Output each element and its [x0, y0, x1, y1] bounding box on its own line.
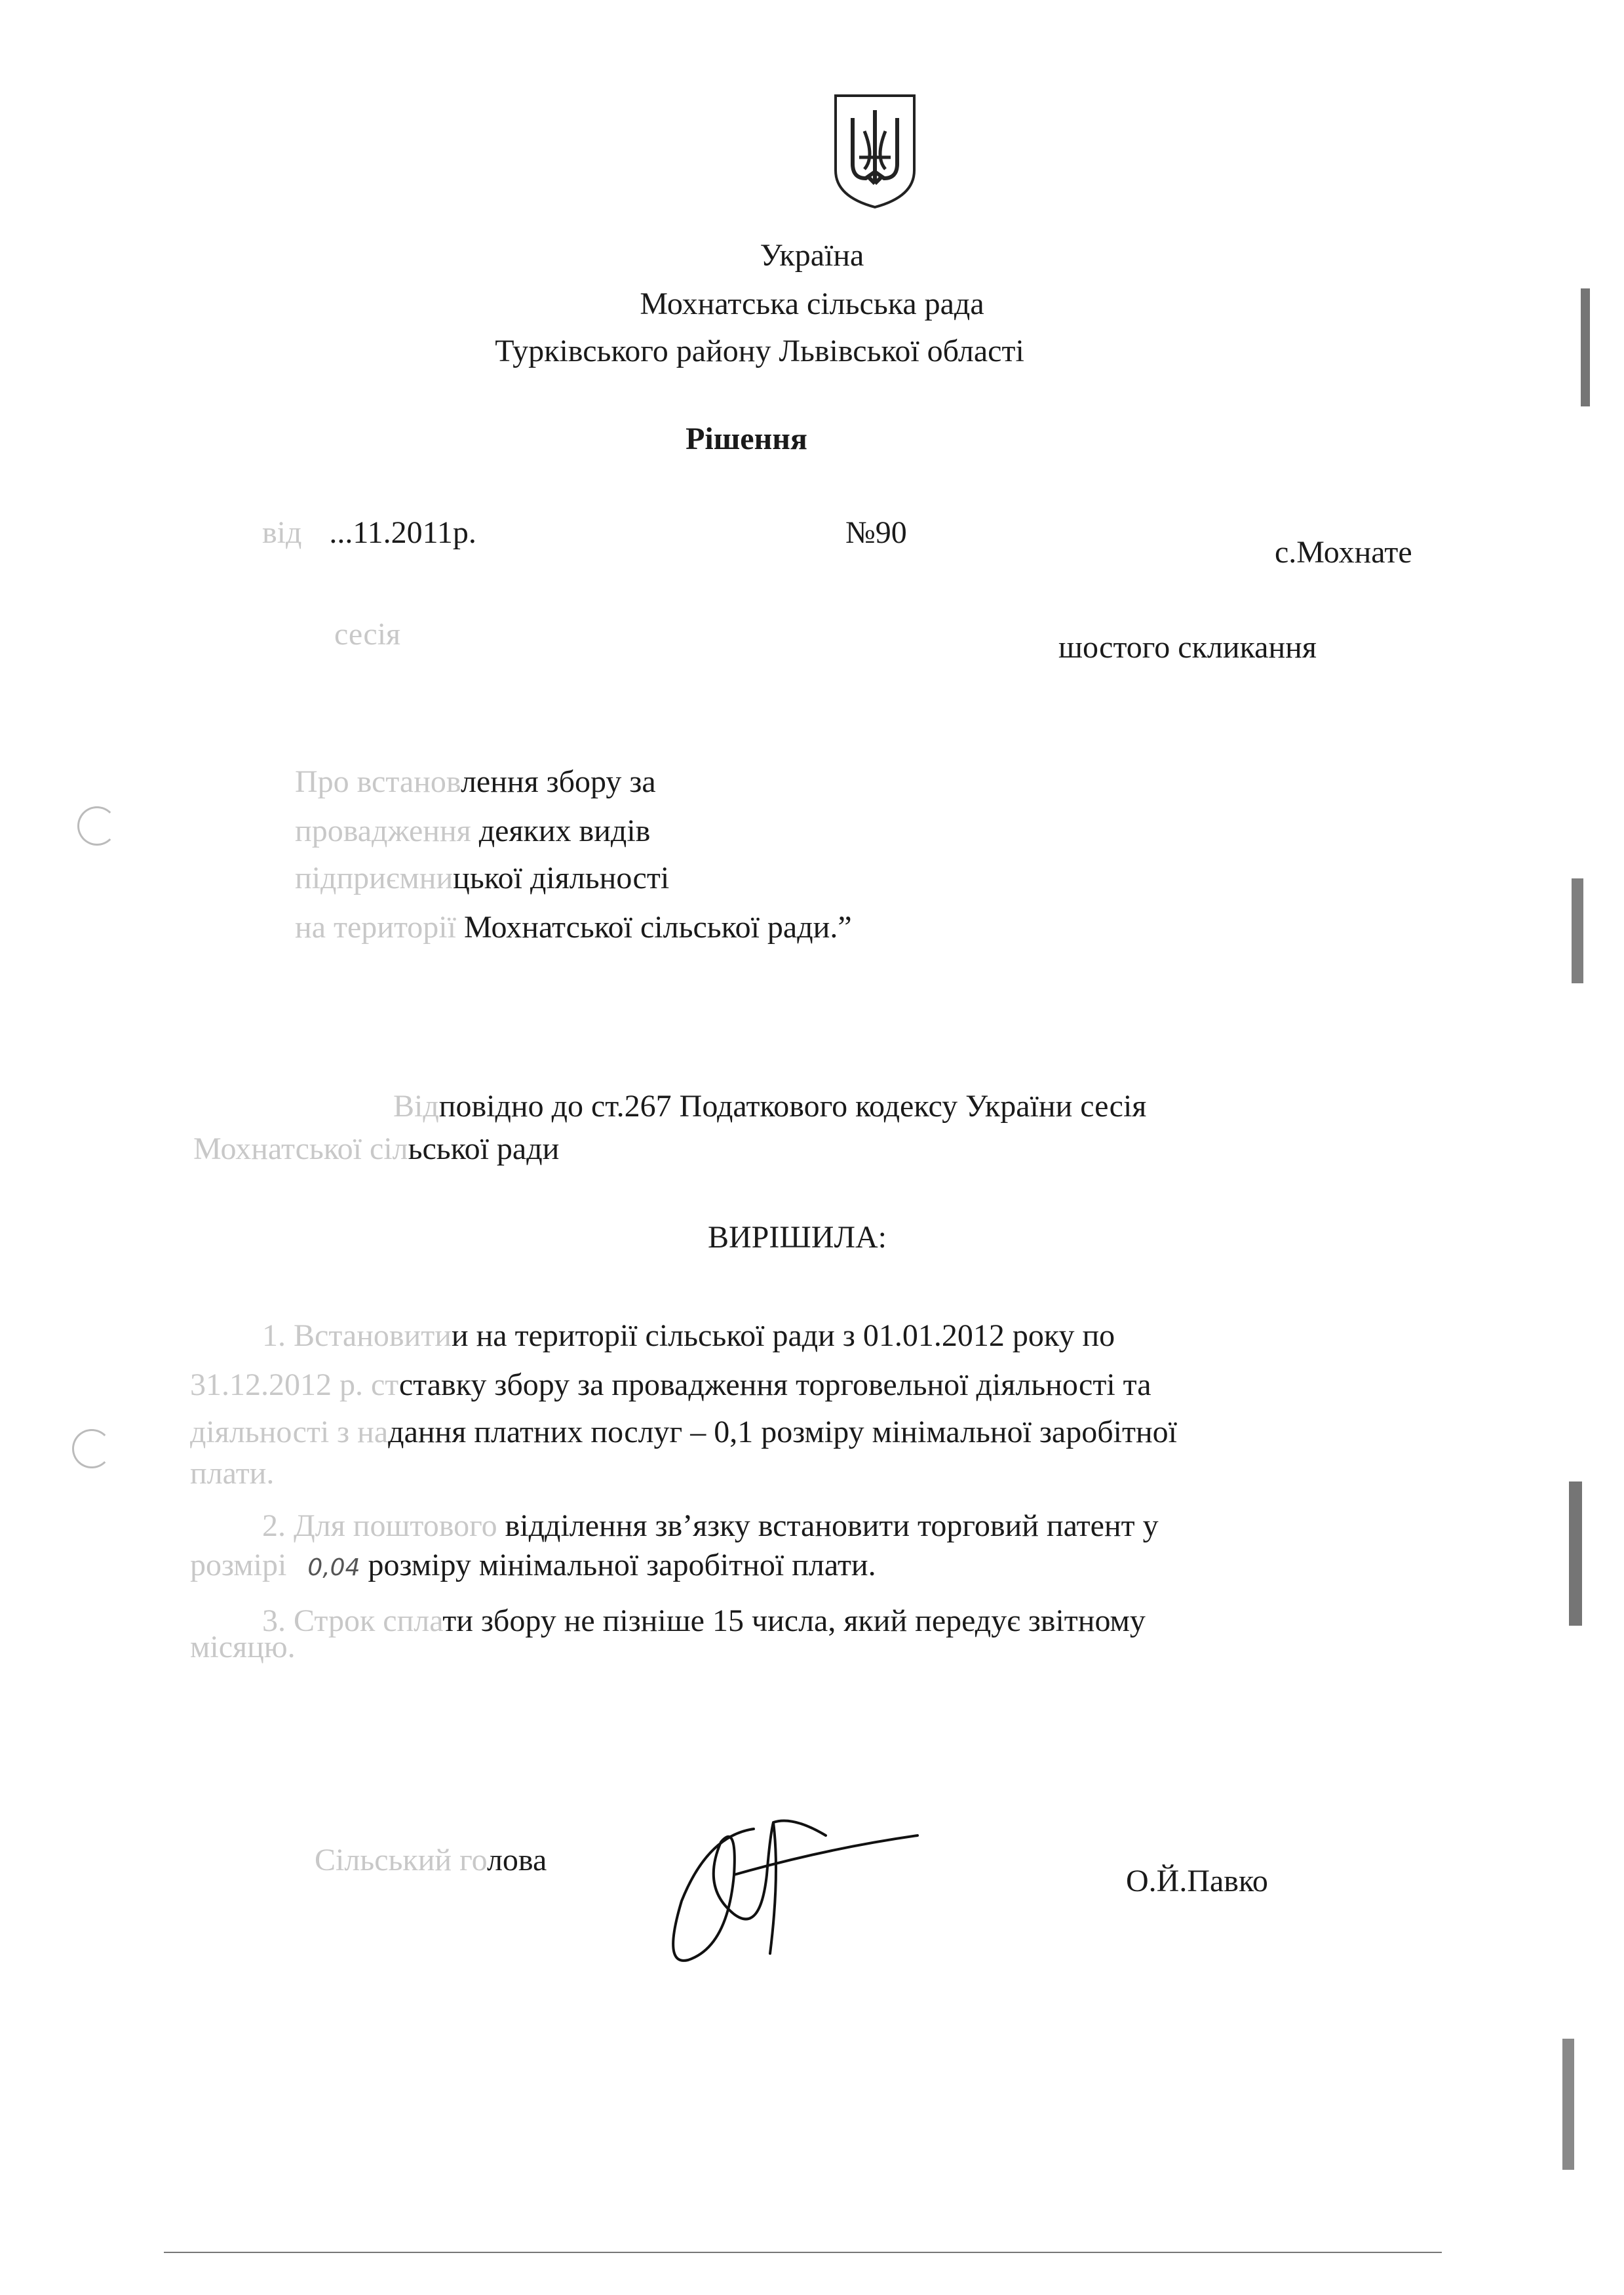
title-line-3: підприємницької діяльності	[295, 861, 670, 895]
village-name: с.Мохнате	[1275, 535, 1412, 570]
date-line	[262, 515, 476, 551]
convocation-label: шостого скликання	[1058, 630, 1317, 665]
document-type: Рішення	[686, 422, 807, 456]
decision-number: №90	[845, 515, 907, 550]
title-line-1: Про встановлення збору за	[295, 764, 656, 799]
signatory-role: Сільський голова	[315, 1843, 547, 1877]
punch-hole-mark	[77, 806, 117, 846]
scan-edge-mark	[1572, 878, 1583, 983]
item-3-line-1: 3. Строк сплати збору не пізніше 15 числа, який передує звітному	[262, 1603, 1146, 1638]
council-name: Мохнатська сільська рада	[640, 286, 984, 321]
punch-hole-mark	[72, 1429, 111, 1468]
item-2-line-1: 2. Для поштового відділення зв’язку встановити торговий патент у	[262, 1508, 1159, 1543]
item-3-line-2: місяцю.	[190, 1630, 296, 1664]
handwritten-rate: 0,04	[307, 1554, 360, 1581]
scan-edge-mark	[1581, 288, 1590, 406]
session-label: сесія	[334, 617, 401, 652]
item-1-line-2: 31.12.2012 р. стставку збору за провадження торговельної діяльності та	[190, 1367, 1151, 1402]
district-name: Турківського району Львівської області	[495, 334, 1024, 368]
item-2-line-2: розмірі 0,04 розміру мінімальної заробітної плати.	[190, 1548, 876, 1582]
signatory-name: О.Й.Павко	[1126, 1864, 1268, 1898]
scan-bottom-line	[164, 2252, 1442, 2253]
date-prefix: від	[262, 515, 302, 550]
handwritten-signature	[629, 1796, 944, 1986]
preamble-line-1: Відповідно до ст.267 Податкового кодексу України сесія	[393, 1089, 1147, 1124]
item-1-line-4: плати.	[190, 1456, 275, 1491]
scan-edge-mark	[1562, 2039, 1574, 2170]
item-1-line-3: діяльності з надання платних послуг – 0,1 розміру мінімальної заробітної	[190, 1415, 1177, 1449]
title-line-4: на території Мохнатської сільської ради.”	[295, 910, 852, 945]
item-1-line-1: 1. Встановитии на території сільської ради з 01.01.2012 року по	[262, 1318, 1115, 1353]
preamble-line-2: Мохнатської сільської ради	[193, 1131, 560, 1166]
decision-date: ...11.2011р.	[329, 515, 476, 550]
scan-edge-mark	[1569, 1481, 1582, 1626]
decided-heading: ВИРІШИЛА:	[708, 1220, 887, 1255]
title-line-2: провадження деяких видів	[295, 814, 651, 848]
country-name: Україна	[760, 238, 864, 273]
coat-of-arms-icon	[829, 92, 921, 210]
